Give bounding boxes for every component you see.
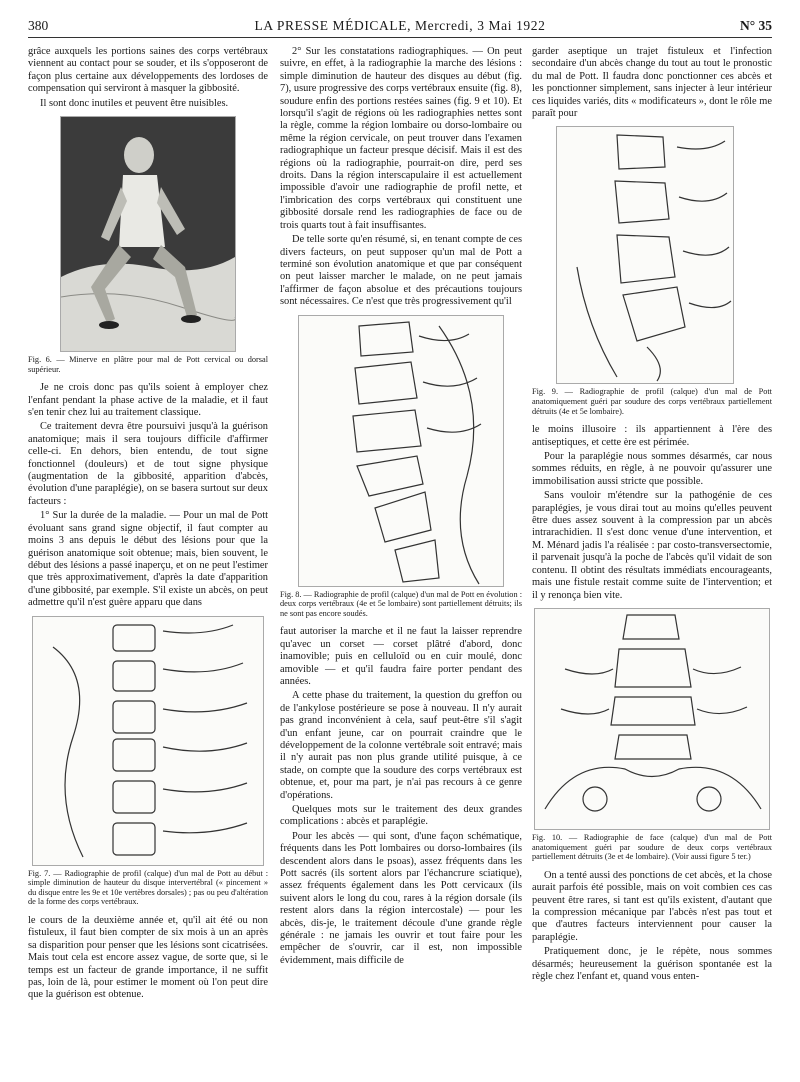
column-middle (280, 46, 522, 969)
paragraph: Ce traitement devra être poursuivi jusqu'à la guérison anatomique; mais il sera toujours difficile d'affirmer celle-ci. En dehors, bien entendu, de tout signe fonctionnel (douleurs) et de tout signe physique (augmentation de la gibbosité, apparition d'abcès, évolution d'une paraplégie), on se basera surtout sur deux facteurs : (28, 421, 268, 507)
column-right (532, 46, 772, 985)
column-left (28, 46, 268, 1004)
paragraph: Pratiquement donc, je le répète, nous sommes désarmés; heureusement la guérison spontanée est la règle chez l'enfant et, quand vous enten- (532, 946, 772, 982)
paragraph: On a tenté aussi des ponctions de cet abcès, et la chose aurait parfois été possible, mais on voit combien ces cas peuvent être rares, si tant est qu'ils existent, d'autant que la compression mécanique par l'abcès n'est pas tout et que d'autres facteurs interviennent pour causer la paraplégie. (532, 869, 772, 943)
paragraph: le cours de la deuxième année et, qu'il ait été ou non fistuleux, il faut bien compter de six mois à un an après sa disparition pour penser que les lésions sont cicatrisées. Mais tout cela est encore assez vague, de sorte que, si le temps est un facteur de grande importance, il ne suffit pas, loin de là, pour estimer le moment où l'on peut dire que la guérison est obtenue. (28, 914, 268, 1001)
figure-7-caption: Fig. 7. — Radiographie de profil (calque) d'un mal de Pott au début : simple diminution de hauteur du disque intervertébral (« pincement » du disque entre les 9e et 10e vertèbres dorsales) ; pas ou peu d'altération de la forme des corps vertébraux. (28, 868, 268, 907)
paragraph: Pour les abcès — qui sont, d'une façon schématique, fréquents dans les Pott lombaires ou dorso-lombaires (ils descendent alors dans le psoas), assez fréquents dans les Pott sacrés (ils sortent alors par l'échancrure sciatique), assez fréquents également dans les Pott cervicaux (ils suivent alors le long du cou, rares à la région dorsale (ils restent alors dans la région intercostale) — pour les abcès, dis-je, le traitement découle d'une grande règle générale : ne jamais les ouvrir et tout faire pour les empêcher de s'ouvrir, car il est, non impossible évidemment, mais difficile de (280, 830, 522, 966)
paragraph: 2° Sur les constatations radiographiques. — On peut suivre, en effet, à la radiographie la marche des lésions : simple diminution de hauteur des disques au début (fig. 7), usure progressive des corps vertébraux ensuite (fig. 8), soudure enfin des portions restées saines (fig. 9 et 10). Et lorsqu'il s'agit de régions où les radiographies nettes sont la règle, comme la région lombaire ou dorso-lombaire ou même la région cervicale, on peut trouver dans l'examen radiographique un facteur presque décisif. Mais il est des régions où la radiographie, pourrait-on dire, perd ses droits. Dans la région interscapulaire il est actuellement impossible d'avoir une radiographie de profil nette, et l'imbrication des corps vertébraux qui constituent une gibbosité dorsale rend les radiographies de face ou de trois quarts tout à fait insuffisantes. (280, 46, 522, 231)
paragraph: grâce auxquels les portions saines des corps vertébraux viennent au contact pour se souder, et ils s'opposeront de façon plus certaine aux développements des lordoses de compensation qui serviront à masquer la gibbosité. (28, 46, 268, 95)
paragraph: garder aseptique un trajet fistuleux et l'infection secondaire d'un abcès change du tout au tout le pronostic du mal de Pott. Il faudra donc ponctionner ces abcès et les ponctionner simplement, sans injecter à leur intérieur ces liquides variés, dits « modificateurs », dont le rôle me paraît pour (532, 46, 772, 120)
paragraph: A cette phase du traitement, la question du greffon ou de l'ankylose postérieure se pose à nouveau. Il n'y aurait pas grand inconvénient à cela, sauf peut-être s'il s'agit d'un enfant jeune, car on pourrait craindre que le développement de la colonne vertébrale soit entravé; mais il n'y aurait pas non plus grande utilité puisque, à ce stade, on compte que la soudure des corps vertébraux est obtenue, et, pour ma part, je n'ai pas recours à ce genre d'opérations. (280, 690, 522, 801)
figure-9-caption: Fig. 9. — Radiographie de profil (calque) d'un mal de Pott anatomiquement guéri par soudure des corps vertébraux partiellement détruits (4e et 5e lombaire). (532, 387, 772, 416)
paragraph: 1° Sur la durée de la maladie. — Pour un mal de Pott évoluant sans grand signe objectif, il faut compter au moins 3 ans depuis le début des lésions pour que la guérison anatomique soit obtenue; mais, bien souvent, le début des lésions a passé inaperçu, et on ne peut l'estimer que très approximativement, d'après la date d'apparition d'une gibbosité, par exemple. S'il existe un abcès, on peut admettre qu'il n'est guère apparu que dans (28, 510, 268, 609)
page-header (28, 16, 772, 38)
paragraph: le moins illusoire : ils appartiennent à l'ère des antiseptiques, et cette ère est périmée. (532, 424, 772, 448)
paragraph: Il sont donc inutiles et peuvent être nuisibles. (40, 97, 229, 109)
paragraph: Pour la paraplégie nous sommes désarmés, car nous sommes réduits, en règle, à ne pouvoir qu'assurer une immobilisation aussi stricte que possible. (532, 451, 772, 487)
page-number: 380 (28, 18, 49, 33)
figure-6-caption: Fig. 6. — Minerve en plâtre pour mal de Pott cervical ou dorsal supérieur. (28, 355, 268, 374)
figure-7-radiograph (32, 616, 264, 866)
figure-8-radiograph (298, 315, 504, 587)
figure-10-caption: Fig. 10. — Radiographie de face (calque) d'un mal de Pott anatomiquement guéri par soudure de deux corps vertébraux partiellement détruits (3e et 4e lombaire). (Voir aussi figure 5 ter.) (532, 832, 772, 862)
paragraph: De telle sorte qu'en résumé, si, en tenant compte de ces divers facteurs, on peut supposer qu'un mal de Pott a terminé son évolution anatomique et que par conséquent on peut laisser marcher le malade, on ne peut jamais l'affirmer de façon absolue et des précautions toujours sont nécessaires. Ce n'est que très progressivement qu'il (280, 234, 522, 308)
issue-number: N° 35 (739, 18, 772, 33)
paragraph: Je ne crois donc pas qu'ils soient à employer chez l'enfant pendant la phase active de la maladie, et il faut s'en tenir chez lui au traitement classique. (28, 382, 268, 419)
figure-10-radiograph (534, 608, 770, 830)
paragraph: Quelques mots sur le traitement des deux grandes complications : abcès et paraplégie. (280, 804, 522, 828)
figure-6-photo (60, 116, 236, 352)
figure-9-radiograph (556, 126, 734, 384)
journal-title: LA PRESSE MÉDICALE, Mercredi, 3 Mai 1922 (254, 18, 546, 33)
figure-8-caption: Fig. 8. — Radiographie de profil (calque) d'un mal de Pott en évolution : deux corps vertébraux (4e et 5e lombaire) sont partiellement détruits; ils ne sont pas encore soudés. (280, 589, 522, 618)
paragraph: Sans vouloir m'étendre sur la pathogénie de ces paraplégies, je vous dirai tout au moins qu'elles peuvent être dues assez souvent à la compression par un abcès intrarachidien. Il s'est donc venue d'une intervention, et M. Ménard jadis l'a réalisée : par costo-transversectomie, il parvenait jusqu'à la poche de l'abcès qu'il vidait de son contenu. Il obtint des résultats immédiats encourageants, mais une fistule restait comme suite de l'intervention; et il y renonça bien vite. (532, 490, 772, 601)
paragraph: faut autoriser la marche et il ne faut la laisser reprendre qu'avec un corset — corset plâtré d'abord, donc inamovible; puis en celluloïd ou en cuir moulé, donc amovible — et qu'il faudra faire porter pendant des années. (280, 626, 522, 687)
